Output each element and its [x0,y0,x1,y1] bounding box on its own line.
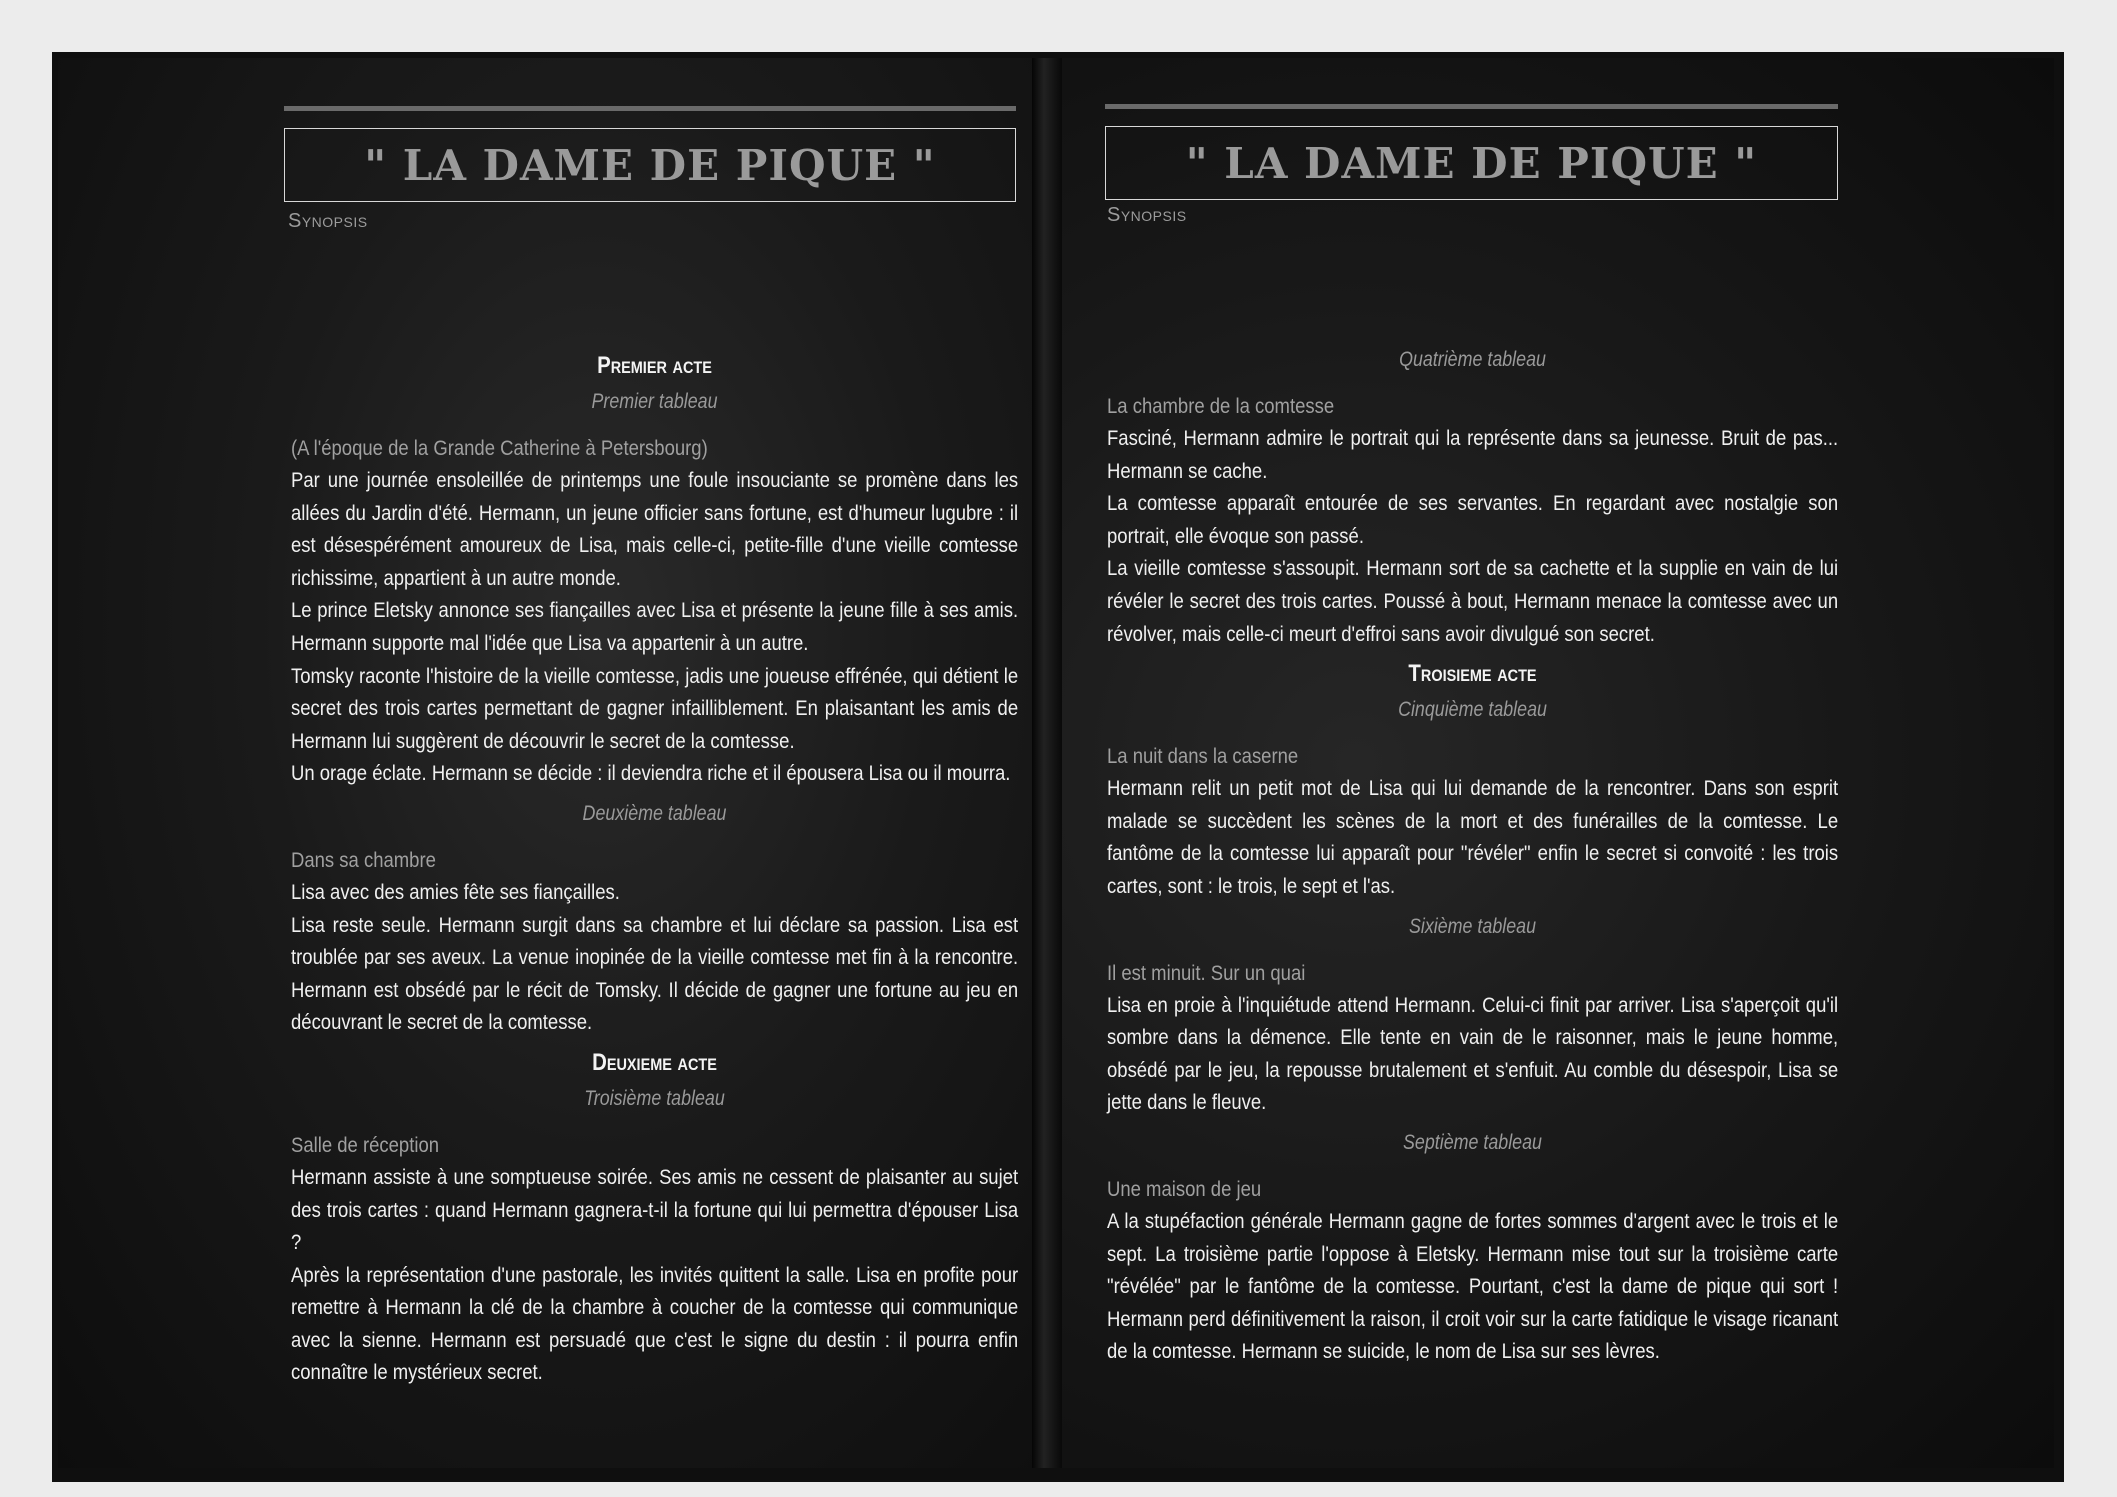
synopsis-paragraph: Lisa reste seule. Hermann surgit dans sa chambre et lui déclare sa passion. Lisa est troublée par ses aveux. La venue inopinée de la vieille comtesse met fin à la rencontre. Hermann est obsédé par le récit de Tomsky. Il décide de gagner une fortune au jeu en découvrant le secret de la comtesse. [291,912,1019,1035]
synopsis-paragraph: Le prince Eletsky annonce ses fiançailles avec Lisa et présente la jeune fille à ses amis. Hermann supporte mal l'idée que Lisa va appartenir à un autre. [291,598,1019,655]
synopsis-paragraph: La comtesse apparaît entourée de ses servantes. En regardant avec nostalgie son portrait, elle évoque son passé. [1107,491,1839,548]
left-page-title: " LA DAME DE PIQUE " [364,140,936,190]
place-heading: Une maison de jeu [1107,1176,1262,1201]
act-heading: Troisieme acte [1408,660,1537,688]
right-body [1107,342,1838,1368]
synopsis-paragraph: Fasciné, Hermann admire le portrait qui la représente dans sa jeunesse. Bruit de pas... Hermann se cache. [1107,426,1839,483]
tableau-heading: Premier tableau [591,390,718,413]
place-heading: La chambre de la comtesse [1107,394,1335,418]
synopsis-paragraph: Hermann assiste à une somptueuse soirée. Ses amis ne cessent de plaisanter au sujet des trois cartes : quand Hermann gagnera-t-il la fortune qui lui permettra d'épouser Lisa ? [291,1164,1019,1255]
right-header-rule [1105,104,1838,109]
tableau-heading: Cinquième tableau [1398,698,1547,722]
place-heading: Dans sa chambre [291,847,436,872]
tableau-heading: Sixième tableau [1408,914,1536,938]
act-heading: Premier acte [597,352,712,379]
synopsis-paragraph: A la stupéfaction générale Hermann gagne de fortes sommes d'argent avec le trois et le sept. La troisième partie l'oppose à Eletsky. Hermann mise tout sur la troisième carte "révélée" par le fantôme de la comtesse. Pourtant, c'est la dame de pique qui sort ! Hermann perd définitivement la raison, il croit voir sur la carte fatidique le visage ricanant de la comtesse. Hermann se suicide, le nom de Lisa sur ses lèvres. [1107,1208,1839,1364]
synopsis-paragraph: Lisa en proie à l'inquiétude attend Hermann. Celui-ci finit par arriver. Lisa s'aperçoit qu'il sombre dans la démence. Elle tente en vain de le raisonner, mais le jeune homme, obsédé par le jeu, la repousse brutalement et s'enfuit. Au comble du désespoir, Lisa se jette dans le fleuve. [1107,992,1839,1115]
left-body [291,342,1018,1389]
place-heading: Il est minuit. Sur un quai [1107,960,1306,985]
synopsis-paragraph: Lisa avec des amies fête ses fiançailles. [291,879,620,904]
right-title-box [1105,126,1838,200]
synopsis-paragraph: Après la représentation d'une pastorale, les invités quittent la salle. Lisa en profite pour remettre à Hermann la clé de la chambre à coucher de la comtesse qui communique avec la sienne. Hermann est persuadé que c'est le signe du destin : il pourra enfin connaître le mystérieux secret. [291,1262,1019,1385]
synopsis-paragraph: Hermann relit un petit mot de Lisa qui lui demande de la rencontrer. Dans son esprit malade se succèdent les scènes de la mort et des funérailles de la comtesse. Le fantôme de la comtesse lui apparaît pour "révéler" enfin le secret si convoité : les trois cartes, sont : le trois, le sept et l'as. [1107,776,1839,898]
left-synopsis-label: Synopsis [288,210,368,232]
tableau-heading: Septième tableau [1403,1130,1542,1154]
place-heading: Salle de réception [291,1132,440,1157]
left-header-rule [284,106,1016,111]
tableau-heading: Deuxième tableau [582,801,727,825]
tableau-heading: Troisième tableau [584,1086,725,1110]
synopsis-paragraph: Par une journée ensoleillée de printemps une foule insouciante se promène dans les allées du Jardin d'été. Hermann, un jeune officier sans fortune, est d'humeur lugubre : il est désespérément amoureux de Lisa, mais celle-ci, petite-fille d'une vieille comtesse richissime, appartient à un autre monde. [291,468,1019,590]
left-title-box [284,128,1016,202]
act-heading: Deuxieme acte [592,1048,717,1076]
synopsis-paragraph: Tomsky raconte l'histoire de la vieille comtesse, jadis une joueuse effrénée, qui détient le secret des trois cartes permettant de gagner infailliblement. En plaisantant les amis de Hermann lui suggèrent de découvrir le secret de la comtesse. [291,663,1019,753]
place-heading: La nuit dans la caserne [1107,744,1299,769]
place-heading: (A l'époque de la Grande Catherine à Petersbourg) [291,436,708,460]
book-gutter [1032,58,1062,1468]
right-synopsis-label: Synopsis [1107,204,1187,226]
synopsis-paragraph: Un orage éclate. Hermann se décide : il deviendra riche et il épousera Lisa ou il mourra. [291,761,1011,786]
tableau-heading: Quatrième tableau [1399,348,1546,371]
synopsis-paragraph: La vieille comtesse s'assoupit. Hermann sort de sa cachette et la supplie en vain de lui révéler le secret des trois cartes. Poussé à bout, Hermann menace la comtesse avec un révolver, mais celle-ci meurt d'effroi sans avoir divulgué son secret. [1107,556,1839,646]
right-page-title: " LA DAME DE PIQUE " [1185,138,1758,188]
